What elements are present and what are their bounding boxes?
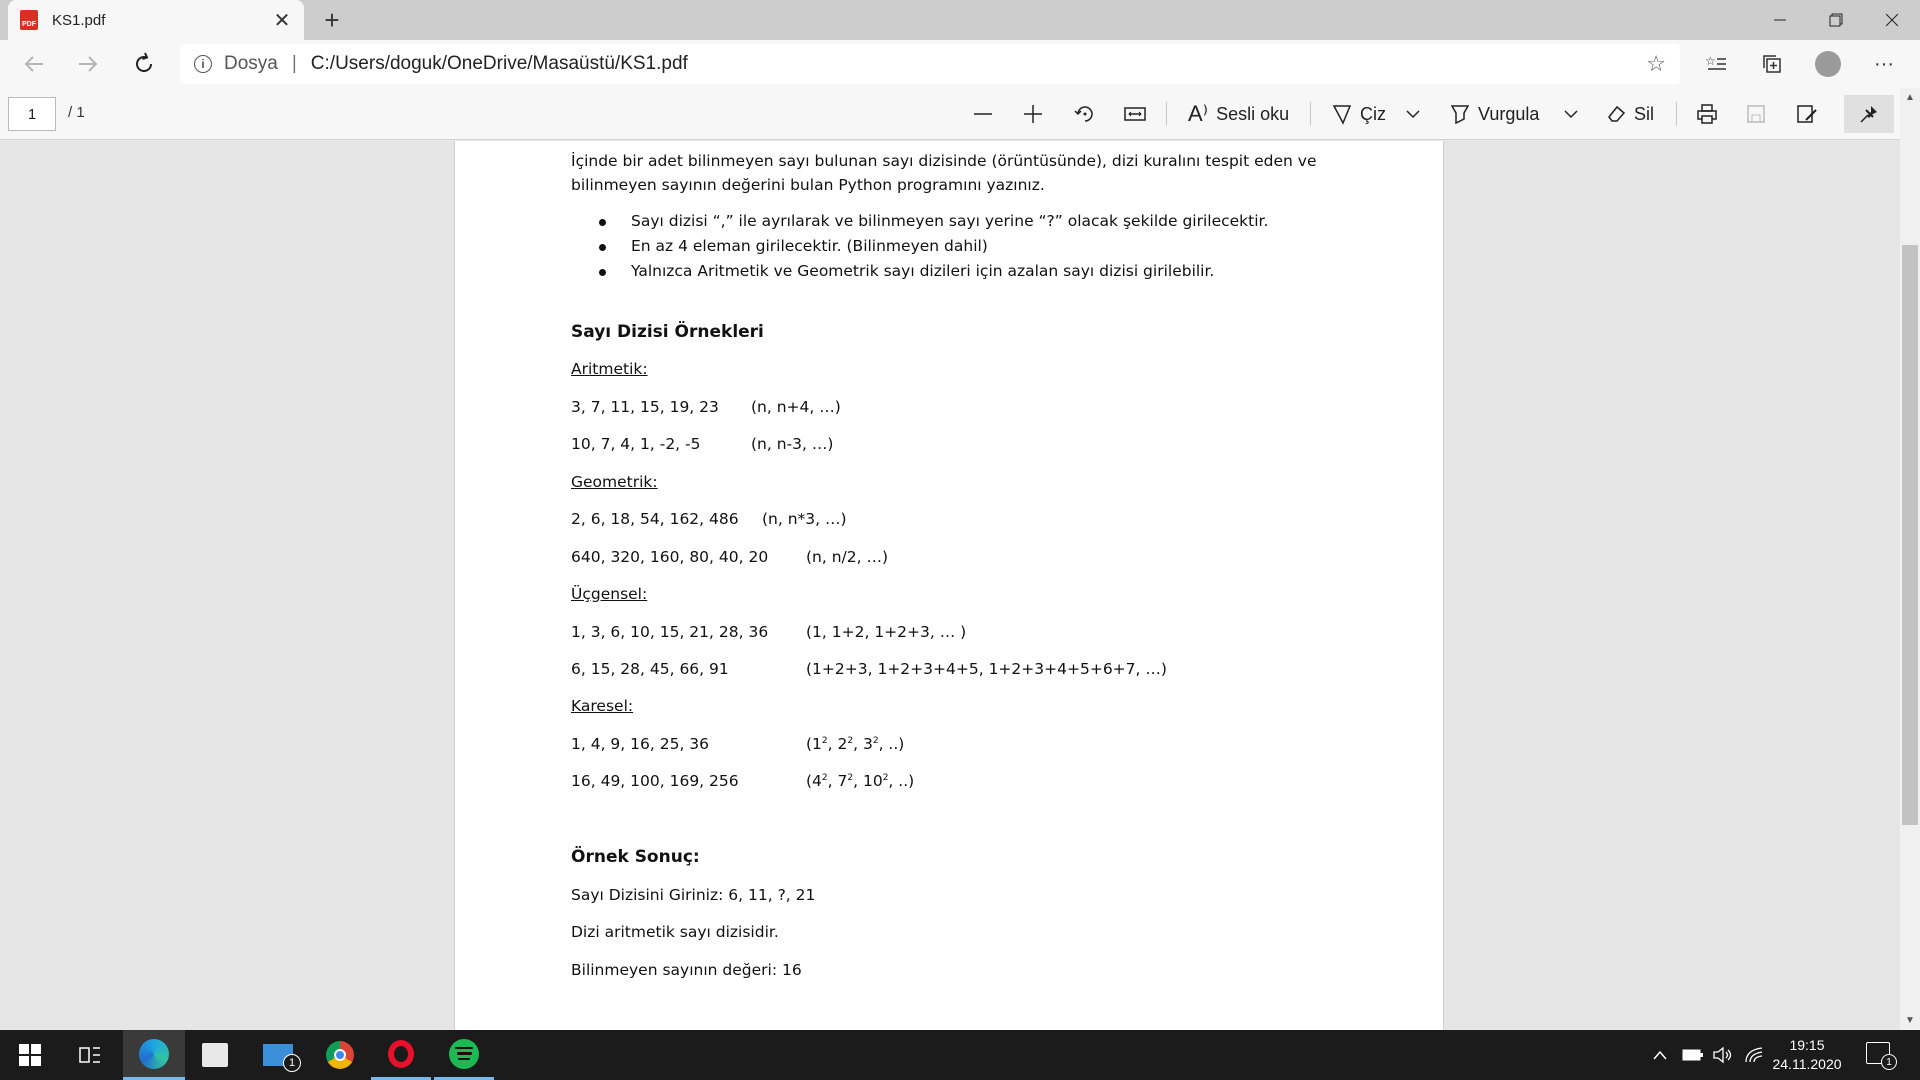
scroll-up-arrow-icon[interactable]: ▲ [1905, 92, 1915, 103]
volume-button[interactable] [1712, 1030, 1734, 1080]
refresh-button[interactable] [126, 46, 162, 82]
save-as-button[interactable] [1796, 98, 1818, 130]
more-icon: ··· [1874, 52, 1894, 75]
page-total: / 1 [68, 104, 85, 121]
pin-icon [1859, 104, 1879, 124]
sequence-value: 1, 3, 6, 10, 15, 21, 28, 36 [571, 623, 769, 641]
address-bar[interactable] [180, 44, 1680, 84]
save-icon [1746, 104, 1766, 124]
address-separator: | [291, 53, 297, 74]
taskbar-opera[interactable] [371, 1030, 431, 1080]
geometric-label: Geometrik: [571, 473, 658, 491]
scroll-down-arrow-icon[interactable]: ▼ [1905, 1015, 1915, 1026]
result-line: Sayı Dizisini Giriniz: 6, 11, ?, 21 [571, 886, 816, 904]
taskbar-chrome[interactable] [310, 1030, 370, 1080]
examples-heading: Sayı Dizisi Örnekleri [571, 322, 764, 342]
favorites-list-icon [1705, 54, 1727, 74]
result-line: Dizi aritmetik sayı dizisidir. [571, 923, 779, 941]
sequence-rule: ($4^2$, $7^2$, $10^2$, ..) [806, 772, 915, 790]
sequence-rule: (n, n*3, …) [762, 510, 847, 528]
info-icon[interactable]: i [194, 55, 212, 73]
back-button[interactable] [16, 46, 52, 82]
taskbar-store[interactable] [185, 1030, 245, 1080]
restore-icon [1829, 13, 1843, 27]
new-tab-button[interactable]: + [324, 5, 340, 35]
minimize-button[interactable] [1752, 0, 1808, 40]
result-heading: Örnek Sonuç: [571, 847, 700, 867]
draw-options-dropdown[interactable] [1405, 98, 1421, 130]
draw-label: Çiz [1360, 103, 1386, 124]
bullet-dot [599, 244, 606, 251]
settings-more-button[interactable] [1864, 46, 1904, 82]
eraser-icon [1606, 104, 1626, 124]
read-aloud-icon: A⁾ [1188, 101, 1209, 126]
url-text[interactable]: C:/Users/doguk/OneDrive/Masaüstü/KS1.pdf [310, 53, 688, 74]
back-arrow-icon [23, 53, 45, 75]
bullet-item: Sayı dizisi “,” ile ayrılarak ve bilinmeyen sayı yerine “?” olacak şekilde girilecektir. [631, 212, 1269, 230]
taskbar-mail[interactable] [248, 1030, 308, 1080]
rotate-icon [1073, 102, 1097, 126]
notification-center-icon[interactable] [1866, 1042, 1892, 1068]
svg-text:☆: ☆ [1705, 54, 1716, 68]
save-button[interactable] [1746, 98, 1766, 130]
spotify-icon [449, 1039, 479, 1069]
close-icon [1885, 13, 1899, 27]
sequence-rule: (n, n+4, …) [751, 398, 841, 416]
taskbar-spotify[interactable] [434, 1030, 494, 1080]
bullet-dot [599, 269, 606, 276]
minimize-icon [1773, 13, 1787, 27]
forward-arrow-icon [77, 53, 99, 75]
save-as-icon [1796, 104, 1818, 124]
collections-button[interactable] [1752, 46, 1792, 82]
edge-icon [139, 1039, 169, 1069]
sequence-value: 2, 6, 18, 54, 162, 486 [571, 510, 739, 528]
mail-badge: 1 [283, 1054, 301, 1072]
sequence-value: 6, 15, 28, 45, 66, 91 [571, 660, 729, 678]
highlight-button[interactable] [1450, 98, 1539, 130]
battery-button[interactable] [1682, 1030, 1704, 1080]
collections-icon [1762, 54, 1782, 74]
scrollbar-thumb[interactable] [1902, 245, 1918, 825]
chrome-icon [326, 1041, 354, 1069]
wifi-icon [1744, 1046, 1764, 1064]
profile-button[interactable] [1808, 46, 1848, 82]
minus-icon [972, 103, 994, 125]
toolbar-divider [1166, 102, 1167, 126]
forward-button[interactable] [70, 46, 106, 82]
address-scheme-label: Dosya [224, 53, 278, 74]
close-tab-icon[interactable]: ✕ [273, 9, 291, 32]
mail-icon [263, 1044, 296, 1069]
sequence-rule: (n, n-3, …) [751, 435, 834, 453]
pen-icon [1332, 103, 1352, 125]
sequence-value: 1, 4, 9, 16, 25, 36 [571, 735, 710, 753]
square-label: Karesel: [571, 697, 634, 715]
clock-time: 19:15 [1789, 1037, 1825, 1053]
bullet-item: En az 4 eleman girilecektir. (Bilinmeyen dahil) [631, 237, 988, 255]
restore-button[interactable] [1808, 0, 1864, 40]
refresh-icon [132, 52, 156, 76]
bullet-item: Yalnızca Aritmetik ve Geometrik sayı dizileri için azalan sayı dizisi girilebilir. [631, 262, 1215, 280]
highlight-options-dropdown[interactable] [1563, 98, 1579, 130]
avatar [1815, 51, 1841, 77]
opera-icon [388, 1040, 414, 1068]
pin-toolbar-button[interactable] [1844, 95, 1894, 133]
pdf-page [454, 141, 1444, 1030]
sequence-value: 10, 7, 4, 1, -2, -5 [571, 435, 701, 453]
sequence-value: 3, 7, 11, 15, 19, 23 [571, 398, 719, 416]
chevron-up-icon [1652, 1049, 1668, 1061]
read-aloud-button[interactable] [1188, 98, 1289, 130]
pdf-toolbar [0, 88, 1920, 140]
fit-to-width-button[interactable] [1123, 98, 1147, 130]
taskbar-edge[interactable] [123, 1030, 185, 1080]
chevron-down-icon [1563, 106, 1579, 122]
favorites-button[interactable] [1696, 46, 1736, 82]
speaker-icon [1712, 1046, 1734, 1064]
result-line: Bilinmeyen sayının değeri: 16 [571, 961, 802, 979]
sequence-rule: (n, n/2, …) [806, 548, 889, 566]
plus-icon [1022, 103, 1044, 125]
intro-line-1: İçinde bir adet bilinmeyen sayı bulunan sayı dizisinde (örüntüsünde), dizi kuralını tespit eden ve [571, 152, 1317, 170]
show-hidden-icons-button[interactable] [1652, 1030, 1668, 1080]
highlight-label: Vurgula [1478, 103, 1540, 124]
battery-icon [1682, 1048, 1704, 1062]
task-view-icon [79, 1045, 101, 1065]
highlighter-icon [1450, 103, 1470, 125]
draw-button[interactable] [1332, 98, 1386, 130]
intro-line-2: bilinmeyen sayının değerini bulan Python programını yazınız. [571, 176, 1045, 194]
store-icon [202, 1043, 228, 1067]
erase-label: Sil [1634, 103, 1655, 124]
print-button[interactable] [1696, 98, 1718, 130]
sequence-rule: ($1^2$, $2^2$, $3^2$, ..) [806, 735, 905, 753]
start-button[interactable] [0, 1030, 60, 1080]
page-number-input[interactable]: 1 [8, 97, 56, 131]
erase-button[interactable] [1606, 98, 1654, 130]
pdf-file-icon: PDF [20, 10, 38, 30]
windows-logo-icon [19, 1044, 41, 1066]
pdf-viewport[interactable] [0, 141, 1900, 1030]
system-clock[interactable] [1762, 1036, 1852, 1074]
task-view-button[interactable] [60, 1030, 120, 1080]
close-window-button[interactable] [1864, 0, 1920, 40]
tab-strip [0, 0, 1920, 40]
clock-date: 24.11.2020 [1772, 1056, 1842, 1072]
triangular-label: Üçgensel: [571, 585, 648, 603]
zoom-in-button[interactable] [1022, 98, 1044, 130]
fit-width-icon [1123, 103, 1147, 125]
navigation-bar [0, 40, 1920, 88]
sequence-value: 640, 320, 160, 80, 40, 20 [571, 548, 769, 566]
network-button[interactable] [1744, 1030, 1764, 1080]
chevron-down-icon [1405, 106, 1421, 122]
favorite-star-icon[interactable]: ☆ [1646, 51, 1666, 76]
rotate-button[interactable] [1073, 98, 1097, 130]
sequence-rule: (1, 1+2, 1+2+3, … ) [806, 623, 967, 641]
toolbar-divider [1676, 102, 1677, 126]
notification-badge: 1 [1881, 1054, 1897, 1070]
windows-taskbar [0, 1030, 1920, 1080]
sequence-rule: (1+2+3, 1+2+3+4+5, 1+2+3+4+5+6+7, …) [806, 660, 1167, 678]
toolbar-divider [1310, 102, 1311, 126]
tab-ks1[interactable] [8, 0, 304, 40]
sequence-value: 16, 49, 100, 169, 256 [571, 772, 739, 790]
bullet-dot [599, 219, 606, 226]
zoom-out-button[interactable] [972, 98, 994, 130]
print-icon [1696, 103, 1718, 125]
read-aloud-label: Sesli oku [1216, 103, 1290, 124]
tab-title: KS1.pdf [52, 11, 106, 29]
arithmetic-label: Aritmetik: [571, 360, 648, 378]
